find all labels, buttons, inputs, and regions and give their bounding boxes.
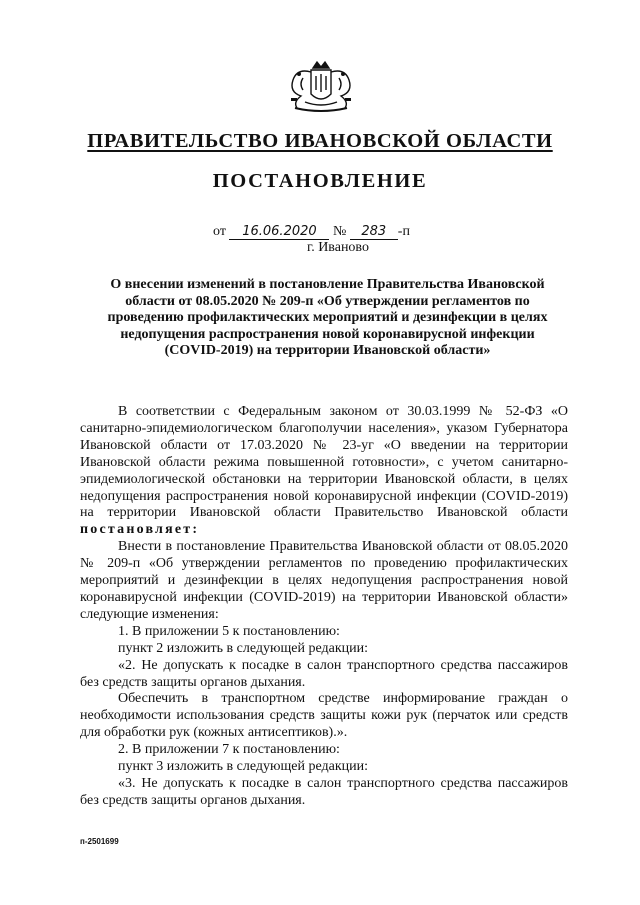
paragraph-item-1-text-2: Обеспечить в транспортном средстве информирование граждан о необходимости использования средств защиты кожи рук (перчаток или средств для обработки рук (кожных антисептиков).».	[80, 691, 568, 741]
date-number-line	[213, 224, 410, 240]
paragraph-amend: Внести в постановление Правительства Ивановской области от 08.05.2020 № 209-п «Об утверждении регламентов по проведению профилактических мероприятий и дезинфекции в целях недопущения распространения новой коронавирусной инфекции (COVID-2019) на территории Ивановской области» следующие изменения:	[80, 539, 568, 622]
paragraph-item-2-clause: пункт 3 изложить в следующей редакции:	[118, 759, 368, 775]
document-number: 283	[350, 224, 398, 240]
footer-code: п-2501699	[80, 837, 119, 846]
paragraph-item-1: 1. В приложении 5 к постановлению:	[118, 623, 340, 639]
document-date: 16.06.2020	[229, 224, 329, 240]
number-sign: №	[332, 224, 347, 239]
resolves-word: постановляет:	[80, 522, 200, 538]
government-title: ПРАВИТЕЛЬСТВО ИВАНОВСКОЙ ОБЛАСТИ	[87, 130, 553, 152]
number-suffix: -п	[397, 224, 410, 239]
paragraph-item-1-clause: пункт 2 изложить в следующей редакции:	[118, 640, 368, 656]
coat-of-arms-emblem	[283, 58, 359, 114]
paragraph-item-2-text: «3. Не допускать к посадке в салон транспортного средства пассажиров без средств защиты органов дыхания.	[80, 775, 568, 808]
city-name: г. Иваново	[307, 240, 369, 255]
paragraph-item-2: 2. В приложении 7 к постановлению:	[118, 742, 340, 758]
document-type-title: ПОСТАНОВЛЕНИЕ	[212, 170, 428, 192]
date-prefix: от	[213, 224, 226, 239]
coat-of-arms-icon	[283, 58, 359, 114]
preamble-text: В соответствии с Федеральным законом от 30.03.1999 № 52-ФЗ «О санитарно-эпидемиологическом благополучии населения», указом Губернатора Ивановской области от 17.03.2020 № 23-уг «О введении на территории Ивановской области режима повышенной готовности», с учетом санитарно-эпидемиологической обстановки на территории Ивановской области, в целях недопущения распространения новой коронавирусной инфекции (COVID-2019) на территории Ивановской области Правительство Ивановской области	[80, 404, 568, 521]
document-body	[80, 404, 568, 810]
paragraph-preamble	[80, 404, 568, 539]
document-subject: О внесении изменений в постановление Правительства Ивановской области от 08.05.2020 № 209-п «Об утверждении регламентов по проведению профилактических мероприятий и дезинфекции в целях недопущения распространения новой коронавирусной инфекции (COVID-2019) на территории Ивановской области»	[107, 277, 548, 358]
paragraph-item-1-text: «2. Не допускать к посадке в салон транспортного средства пассажиров без средств защиты органов дыхания.	[80, 657, 568, 690]
